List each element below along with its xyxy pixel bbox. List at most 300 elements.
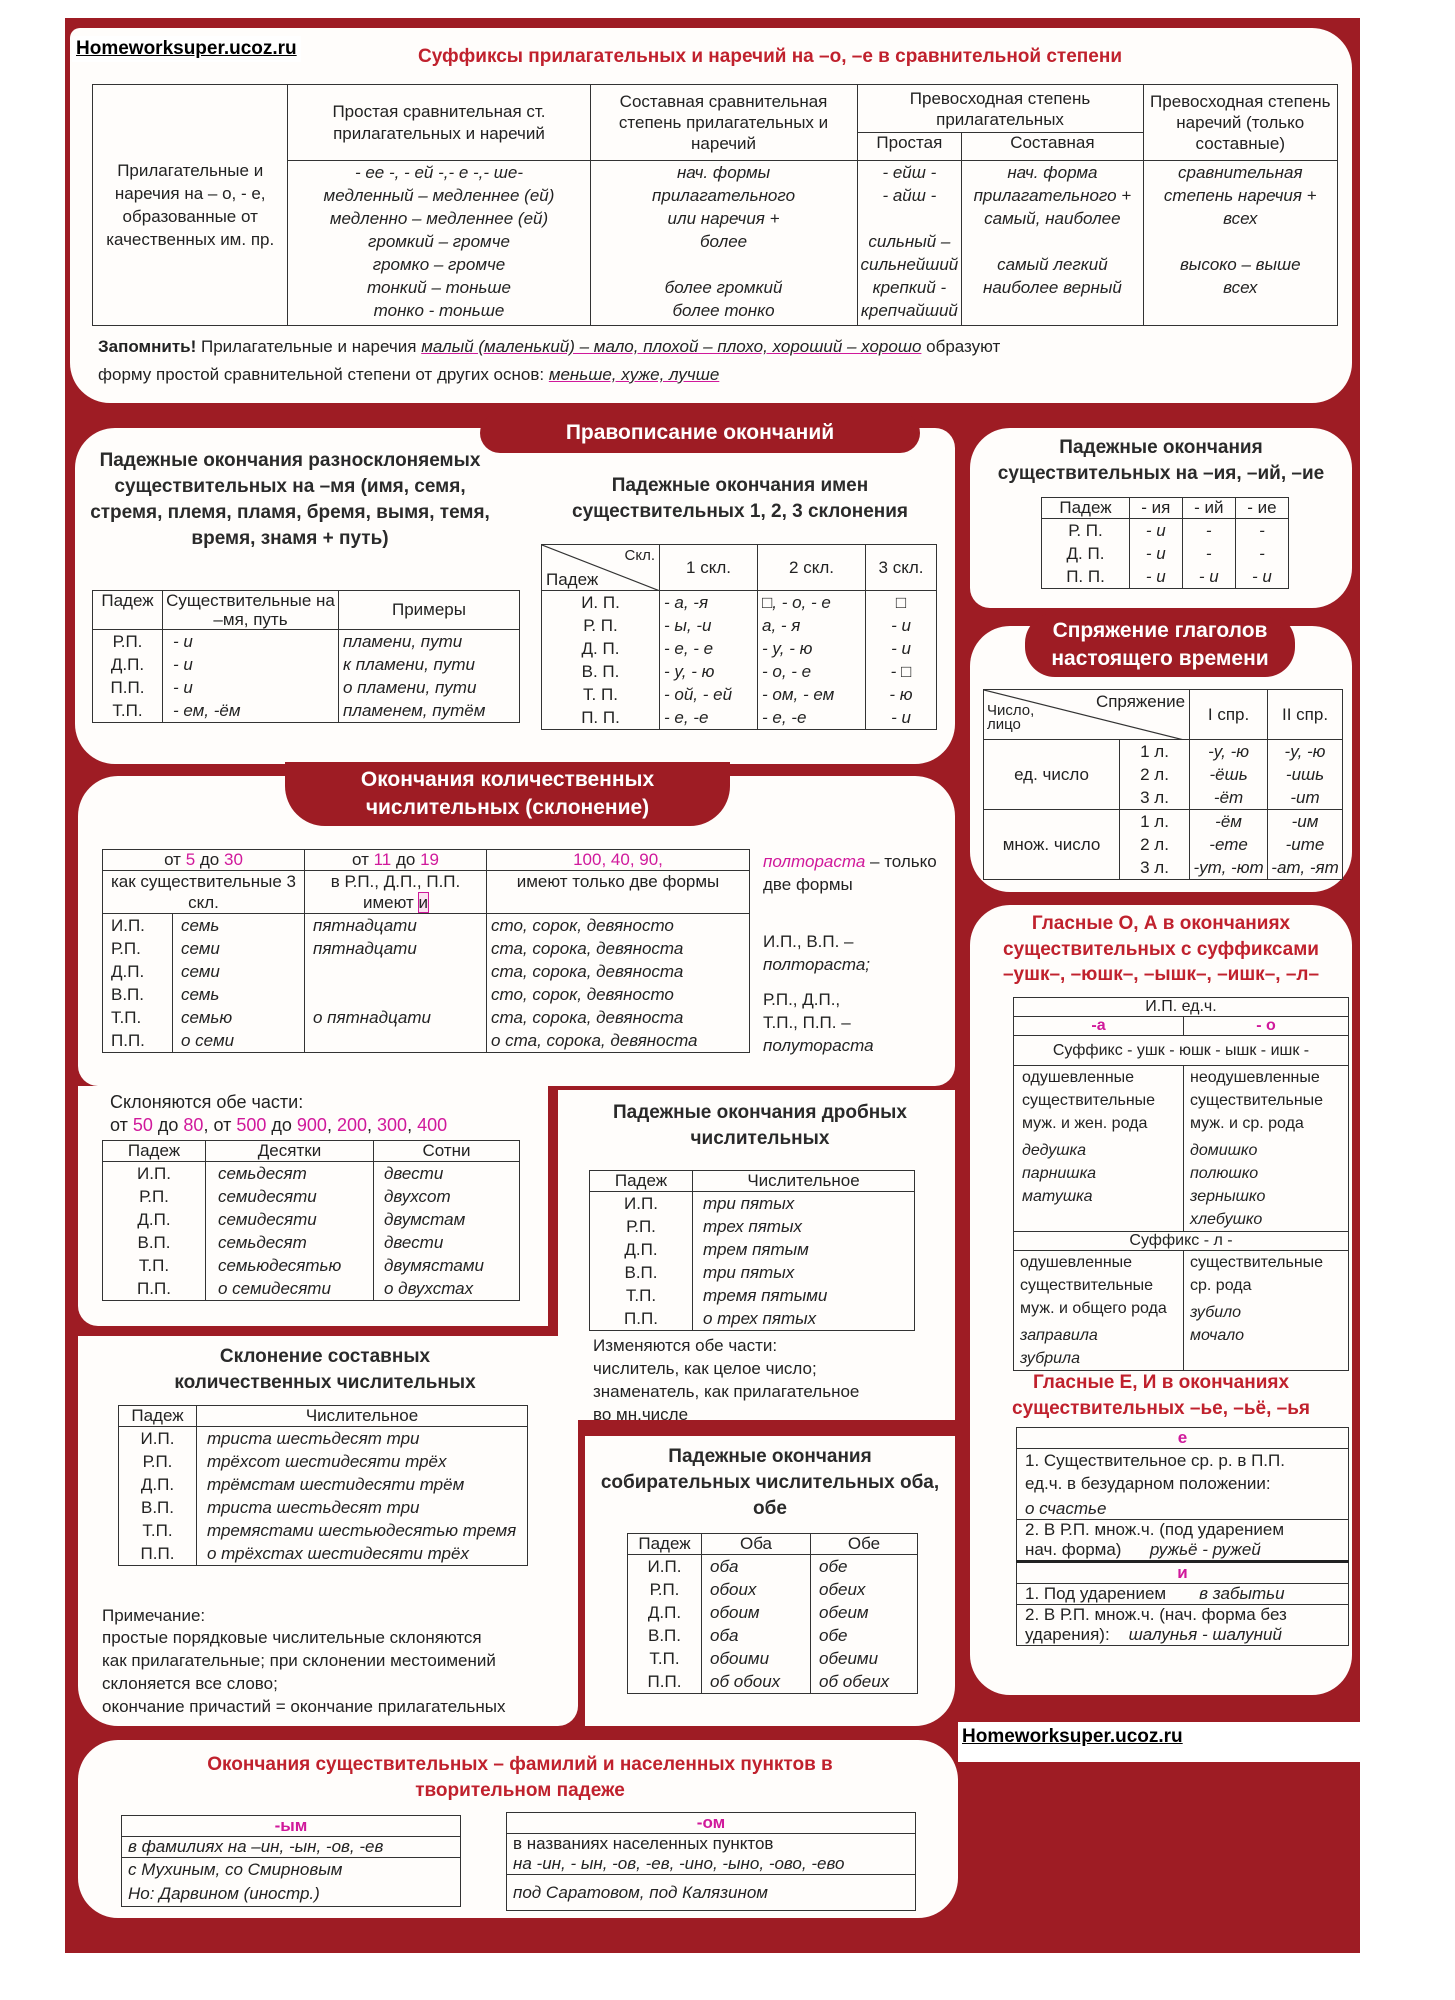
line-item: В. П.: [581, 662, 620, 681]
oa-table: [1013, 997, 1349, 1371]
line-item: Д.П.: [647, 1603, 682, 1622]
decl-head-1: 1 скл.: [660, 545, 758, 591]
h-from: от: [164, 850, 186, 869]
card-col-3: [487, 914, 750, 1053]
card-sub-2: [305, 871, 487, 914]
line-item: [1144, 230, 1337, 253]
decl-col-3: [866, 591, 937, 730]
line-item: ср. рода: [1190, 1277, 1252, 1294]
line-item: семи: [181, 939, 220, 958]
line-item: П.П.: [110, 678, 145, 697]
line-item: В.П.: [624, 1263, 658, 1282]
corner-top: Скл.: [624, 547, 655, 564]
col-obe: [811, 1555, 918, 1694]
line-item: пламени, пути: [343, 632, 463, 651]
line-item: В.П.: [137, 1233, 171, 1252]
line-item: Р.П.: [626, 1217, 656, 1236]
line-item: 1 л.: [1140, 742, 1169, 761]
col-cases: [628, 1555, 702, 1694]
line-item: ста, сорока, девяноста: [491, 962, 684, 981]
conj-row-singular: [984, 740, 1343, 810]
ei-i2-example: шалунья - шалуний: [1128, 1625, 1282, 1644]
line-item: обеим: [819, 1603, 869, 1622]
line-item: склоняется все слово;: [102, 1674, 278, 1693]
oa-left-1-desc: [1022, 1066, 1183, 1135]
iya-col-3: [1235, 519, 1288, 589]
oa-suffix-l: Суффикс - л -: [1014, 1232, 1349, 1251]
iya-head-case: Падеж: [1042, 498, 1130, 519]
text-fragment: ,: [326, 1115, 337, 1135]
line-item: существительные: [1190, 1254, 1324, 1271]
line-item: муж. и ср. рода: [1190, 1115, 1304, 1132]
line-item: наиболее верный: [982, 278, 1122, 297]
line-item: двести: [384, 1164, 444, 1183]
side-2c: полутораста: [763, 1036, 874, 1055]
line-item: Д.П.: [624, 1240, 658, 1259]
line-item: В.П.: [140, 1498, 174, 1517]
instr-left-examples: [122, 1858, 461, 1907]
line-item: В.П.: [647, 1626, 681, 1645]
decl-head-3: 3 скл.: [866, 545, 937, 591]
h-30: 30: [223, 850, 243, 869]
line-item: три пятых: [703, 1263, 795, 1282]
conj-row-plural: [984, 810, 1343, 880]
conj-group-label: ед. число: [984, 740, 1120, 810]
line-item: Д.П.: [110, 655, 145, 674]
super-adj-head-text: Превосходная степень прилагательных: [909, 88, 1091, 129]
line-item: В.П.: [111, 985, 145, 1004]
line-item: обоих: [710, 1580, 757, 1599]
line-item: неодушевленные: [1190, 1069, 1320, 1086]
line-item: семи: [181, 962, 220, 981]
line-item: - и: [1145, 567, 1166, 586]
line-item: -ете: [1209, 835, 1248, 854]
cmp-values: [197, 1427, 528, 1566]
conj-corner-bottom: Число, лицо: [987, 702, 1035, 733]
line-item: И.П.: [647, 1557, 682, 1576]
oa-right-1-examples: [1190, 1139, 1348, 1231]
line-item: □: [895, 593, 907, 612]
line-item: - и: [891, 616, 911, 635]
remember-examples: малый (маленький) – мало, плохой – плохо, хороший – хорошо: [421, 337, 922, 356]
line-item: П.П.: [647, 1672, 682, 1691]
line-item: 2 л.: [1140, 835, 1169, 854]
super-compound-examples: [962, 161, 1143, 326]
conj-group-label: множ. число: [984, 810, 1120, 880]
text-fragment: от: [110, 1115, 133, 1135]
oa-title-3: –ушк–, –юшк–, –ышк–, –ишк–, –л–: [1002, 964, 1320, 985]
side-2a: Р.П., Д.П.,: [763, 990, 841, 1009]
fr-values: [693, 1192, 915, 1331]
fr-cases: [590, 1192, 693, 1331]
corner-bottom: Падеж: [546, 570, 599, 589]
iya-col-2: [1182, 519, 1235, 589]
ei-e2: [1017, 1520, 1349, 1562]
line-item: Р.П.: [649, 1580, 680, 1599]
sub2-mark: и: [418, 893, 429, 912]
line-item: триста шестьдесят три: [207, 1498, 420, 1517]
card-col-1: [173, 914, 305, 1053]
line-item: тремястами шестьюдесятью тремя: [207, 1521, 517, 1540]
line-item: ста, сорока, девяноста: [491, 939, 684, 958]
declensions-title: Падежные окончания имен существительных 1, 2, 3 склонения: [572, 475, 908, 522]
line-item: Д.П.: [111, 962, 145, 981]
oa-col-o: - о: [1184, 1017, 1349, 1036]
line-item: крепчайший: [860, 301, 958, 320]
card-head-1: [103, 850, 305, 871]
conjugation-pill: Спряжение глаголов настоящего времени: [1025, 613, 1295, 677]
ei-i2-line2: ударения):: [1025, 1625, 1110, 1644]
line-item: всех: [1223, 278, 1258, 297]
both-parts-table: [102, 1140, 520, 1301]
super-adv-examples: [1143, 161, 1337, 326]
card-cases: [103, 914, 173, 1053]
line-item: семь: [181, 985, 220, 1004]
line-item: [313, 983, 486, 1006]
line-item: - и: [1198, 567, 1219, 586]
line-item: [962, 230, 1142, 253]
line-item: Р. П.: [583, 616, 618, 635]
instr-left-ex2: Но: Дарвином (иностр.): [128, 1884, 320, 1903]
line-item: Р.П.: [139, 1187, 169, 1206]
ei-e2-example: ружьё - ружей: [1149, 1540, 1261, 1559]
line-item: П. П.: [1066, 567, 1105, 586]
iya-head-3: - ие: [1235, 498, 1288, 519]
ei-e-head: е: [1017, 1428, 1349, 1449]
line-item: семьдесят: [218, 1164, 307, 1183]
line-item: о трех пятых: [703, 1309, 817, 1328]
conj-corner-top: Спряжение: [1095, 692, 1186, 711]
line-item: семью: [181, 1008, 233, 1027]
line-item: -ут, -ют: [1193, 858, 1264, 877]
line-item: двести: [384, 1233, 444, 1252]
oa-head: И.П. ед.ч.: [1014, 998, 1349, 1017]
line-item: заправила: [1020, 1327, 1098, 1344]
line-item: обоими: [710, 1649, 770, 1668]
cell-simple-head: [288, 85, 590, 161]
line-item: [591, 253, 857, 276]
card-sub-1: как существительные 3 скл.: [103, 871, 305, 914]
line-item: трёмстам шестидесяти трём: [207, 1475, 465, 1494]
line-item: -ите: [1285, 835, 1325, 854]
conj-head-2: II спр.: [1268, 690, 1343, 740]
line-item: И.П.: [111, 916, 145, 935]
mya-title: Падежные окончания разносклоняемых существительных на –мя (имя, семя, стремя, племя, пламя, бремя, вымя, темя, время, знамя + путь): [90, 450, 490, 549]
col-head-oba: Оба: [702, 1534, 811, 1555]
line-item: или наречия +: [667, 209, 780, 228]
line-item: -ём: [1215, 812, 1242, 831]
ei-table: [1016, 1427, 1349, 1646]
instr-left-ex1: с Мухиным, со Смирновым: [128, 1860, 343, 1879]
instr-right-head: -ом: [507, 1813, 916, 1834]
line-item: семьюдесятью: [218, 1256, 342, 1275]
ei-i1-example: в забытьи: [1199, 1584, 1285, 1603]
line-item: -у, -ю: [1208, 742, 1250, 761]
line-item: - и: [1145, 521, 1166, 540]
fractions-table: [589, 1170, 915, 1331]
instr-right-rule-2: на -ин, - ын, -ов, -ев, -ино, -ыно, -ово, -ево: [513, 1854, 845, 1873]
instrumental-title: Окончания существительных – фамилий и населенных пунктов в творительном падеже: [207, 1754, 833, 1801]
compound-note: [102, 1626, 506, 1718]
line-item: триста шестьдесят три: [207, 1429, 420, 1448]
sub2-text: в Р.П., Д.П., П.П. имеют: [330, 872, 461, 912]
h-11: 11: [373, 850, 392, 869]
text-fragment: до: [266, 1115, 297, 1135]
line-item: числитель, как целое число;: [593, 1359, 817, 1378]
line-item: сто, сорок, девяносто: [491, 916, 674, 935]
side-2b: Т.П., П.П. –: [763, 1013, 851, 1032]
text-fragment: ,: [367, 1115, 378, 1135]
line-item: об обеих: [819, 1672, 890, 1691]
h-to: до: [391, 850, 421, 869]
line-item: более громкий: [664, 278, 783, 297]
line-item: более тонко: [672, 301, 775, 320]
oa-col-a: -а: [1014, 1017, 1184, 1036]
line-item: 3 л.: [1140, 788, 1169, 807]
line-item: Р.П.: [111, 939, 141, 958]
line-item: семидесяти: [218, 1187, 317, 1206]
line-item: высоко – выше: [1179, 255, 1301, 274]
oa-left-1: [1014, 1066, 1184, 1232]
line-item: пятнадцати: [313, 916, 417, 935]
line-item: обе: [819, 1557, 848, 1576]
line-item: 1. Существительное ср. р. в П.П.: [1025, 1451, 1285, 1470]
compound-table: [118, 1405, 528, 1566]
text-fragment: ,: [407, 1115, 418, 1135]
line-item: -ёшь: [1209, 765, 1248, 784]
number-highlight: 400: [417, 1115, 448, 1135]
line-item: нач. формы: [676, 163, 771, 182]
remember-text-2: образуют: [921, 337, 1001, 356]
collective-title: Падежные окончания собирательных числительных оба, обе: [600, 1446, 940, 1519]
cell-super-adj-head: [857, 85, 1143, 133]
fr-head-case: Падеж: [590, 1171, 693, 1192]
line-item: - и: [891, 639, 911, 658]
line-item: - а, -я: [664, 593, 709, 612]
line-item: И.П.: [137, 1164, 171, 1183]
line-item: как прилагательные; при склонении местоимений: [102, 1651, 496, 1670]
line-item: -ишь: [1285, 765, 1325, 784]
simple-head-text: Простая сравнительная ст. прилагательных и наречий: [332, 101, 546, 143]
col-head-case: Падеж: [628, 1534, 702, 1555]
line-item: зубило: [1190, 1304, 1242, 1321]
conj-second: [1268, 740, 1343, 810]
number-highlight: 500: [236, 1115, 267, 1135]
conj-corner: [984, 690, 1190, 740]
cardinal-table: [102, 849, 750, 1053]
iya-table: [1041, 497, 1289, 589]
col-head-obe: Обе: [811, 1534, 918, 1555]
line-item: домишко: [1190, 1142, 1258, 1159]
line-item: - ом, - ем: [762, 685, 835, 704]
card-sub-3: имеют только две формы: [487, 871, 750, 914]
mya-cases: [93, 630, 163, 723]
decl-head-2: 2 скл.: [758, 545, 866, 591]
card-head-3: 100, 40, 90,: [487, 850, 750, 871]
bp-head-tens: Десятки: [206, 1141, 374, 1162]
line-item: существительные: [1190, 1092, 1324, 1109]
cmp-head-case: Падеж: [119, 1406, 197, 1427]
number-highlight: 200: [336, 1115, 367, 1135]
line-item: Т.П.: [625, 1286, 657, 1305]
line-item: П.П.: [624, 1309, 658, 1328]
bp-head-hundreds: Сотни: [374, 1141, 520, 1162]
line-item: - и: [891, 708, 911, 727]
cardinal-side-note: [763, 850, 953, 1057]
line-item: - и: [1145, 544, 1166, 563]
instr-left-head: -ым: [122, 1816, 461, 1837]
oa-title-2: существительных с суффиксами: [1003, 939, 1319, 960]
oa-left-1-examples: [1022, 1139, 1183, 1208]
line-item: -: [1205, 521, 1212, 540]
line-item: а, - я: [762, 616, 801, 635]
number-highlight: 80: [183, 1115, 204, 1135]
line-item: окончание причастий = окончание прилагательных: [102, 1697, 506, 1716]
line-item: сильнейший: [860, 255, 959, 274]
line-item: трёхсот шестидесяти трёх: [207, 1452, 447, 1471]
compound-examples: [590, 161, 857, 326]
bp-cases: [103, 1162, 206, 1301]
line-item: Д. П.: [1066, 544, 1105, 563]
declensions-table: [541, 544, 937, 730]
iya-title: Падежные окончания существительных на –ия, –ий, –ие: [997, 437, 1325, 484]
cell-compound-head: [590, 85, 857, 161]
ei-i1: [1017, 1584, 1349, 1605]
side-title: полтораста: [763, 852, 866, 871]
line-item: обоим: [710, 1603, 760, 1622]
both-parts-line1: Склоняются обе части:: [110, 1092, 304, 1112]
collective-table: [627, 1533, 918, 1694]
line-item: Изменяются обе части:: [593, 1336, 778, 1355]
text-fragment: до: [152, 1115, 184, 1135]
oa-left-2-desc: [1020, 1251, 1183, 1320]
fractions-note: [593, 1334, 859, 1426]
line-item: - у, - ю: [762, 639, 813, 658]
line-item: во мн.числе: [593, 1405, 689, 1424]
ei-e1: [1017, 1449, 1349, 1520]
line-item: о пламени, пути: [343, 678, 477, 697]
line-item: -ёт: [1213, 788, 1244, 807]
line-item: П.П.: [140, 1544, 175, 1563]
both-parts-line2: [110, 1115, 447, 1136]
decl-cases: [542, 591, 660, 730]
cardinal-pill: Окончания количественных числительных (склонение): [285, 762, 730, 826]
line-item: зернышко: [1190, 1188, 1266, 1205]
line-item: -ит: [1290, 788, 1320, 807]
line-item: - е, -е: [762, 708, 807, 727]
col-oba: [702, 1555, 811, 1694]
compound-title: Склонение составных количественных числительных: [174, 1346, 476, 1393]
line-item: о ста, сорока, девяноста: [491, 1031, 698, 1050]
line-item: И.П.: [140, 1429, 175, 1448]
conj-persons: [1120, 740, 1190, 810]
mya-table: [92, 590, 520, 723]
line-item: самый, наиболее: [984, 209, 1121, 228]
line-item: - и: [173, 678, 193, 697]
line-item: оба: [710, 1557, 739, 1576]
line-item: пламенем, путём: [343, 701, 486, 720]
comparative-table: [92, 84, 1338, 326]
line-item: о двухстах: [384, 1279, 474, 1298]
ei-e2-line2: нач. форма): [1025, 1540, 1122, 1559]
instr-right-table: [506, 1812, 916, 1911]
line-item: -: [1259, 521, 1265, 540]
decl-col-2: [758, 591, 866, 730]
iya-col-0: [1042, 519, 1130, 589]
oa-left-2: [1014, 1251, 1184, 1371]
iya-head-1: - ия: [1130, 498, 1183, 519]
oa-right-2: [1184, 1251, 1349, 1371]
line-item: - ой, - ей: [664, 685, 733, 704]
super-adv-head-text: Превосходная степень наречий (только составные): [1150, 92, 1331, 153]
line-item: обе: [819, 1626, 848, 1645]
line-item: 2 л.: [1140, 765, 1169, 784]
line-item: П.П.: [111, 1031, 145, 1050]
ei-i1-text: 1. Под ударением: [1025, 1584, 1167, 1603]
line-item: громко – громче: [372, 255, 506, 274]
line-item: об обоих: [710, 1672, 781, 1691]
ei-i2: [1017, 1605, 1349, 1646]
line-item: крепкий -: [872, 278, 947, 297]
comparative-title: Суффиксы прилагательных и наречий на –о, –е в сравнительной степени: [417, 46, 1123, 67]
cmp-head-num: Числительное: [197, 1406, 528, 1427]
line-item: - о, - е: [762, 662, 812, 681]
text-fragment: , от: [203, 1115, 237, 1135]
line-item: Д. П.: [581, 639, 620, 658]
declensions-corner: [542, 545, 660, 591]
line-item: прилагательного: [652, 186, 796, 205]
line-item: -: [1205, 544, 1212, 563]
line-item: Т.П.: [112, 701, 143, 720]
cell-super-adv-head: [1143, 85, 1337, 161]
line-item: дедушка: [1022, 1142, 1086, 1159]
line-item: к пламени, пути: [343, 655, 475, 674]
line-item: [313, 960, 486, 983]
line-item: зубрила: [1020, 1350, 1080, 1367]
line-item: громкий – громче: [367, 232, 510, 251]
mya-head-nouns: Существительные на –мя, путь: [163, 591, 339, 630]
line-item: мочало: [1190, 1327, 1245, 1344]
line-item: - □: [890, 662, 912, 681]
line-item: самый легкий: [997, 255, 1108, 274]
line-item: муж. и общего рода: [1020, 1300, 1167, 1317]
line-item: знаменатель, как прилагательное: [593, 1382, 860, 1401]
instr-right-example: под Саратовом, под Калязином: [507, 1875, 916, 1911]
line-item: одушевленные: [1022, 1069, 1135, 1086]
mya-examples: [339, 630, 520, 723]
line-item: пятнадцати: [313, 939, 417, 958]
line-item: - у, - ю: [664, 662, 715, 681]
instr-left-table: [121, 1815, 461, 1907]
line-item: Р.П.: [142, 1452, 173, 1471]
line-item: о семи: [181, 1031, 235, 1050]
line-item: сто, сорок, девяносто: [491, 985, 674, 1004]
line-item: [313, 1029, 486, 1052]
line-item: [858, 207, 962, 230]
line-item: о трёхстах шестидесяти трёх: [207, 1544, 469, 1563]
line-item: существительные: [1020, 1277, 1154, 1294]
line-item: о пятнадцати: [313, 1008, 431, 1027]
line-item: три пятых: [703, 1194, 795, 1213]
line-item: медленно – медленнее (ей): [329, 209, 549, 228]
bp-head-case: Падеж: [103, 1141, 206, 1162]
line-item: существительные: [1022, 1092, 1156, 1109]
line-item: - ее -, - ей -,- е -,- ше-: [354, 163, 524, 182]
line-item: И.П.: [624, 1194, 658, 1213]
side-1a: И.П., В.П. –: [763, 932, 854, 951]
line-item: - е, -е: [664, 708, 709, 727]
line-item: Р. П.: [1068, 521, 1103, 540]
